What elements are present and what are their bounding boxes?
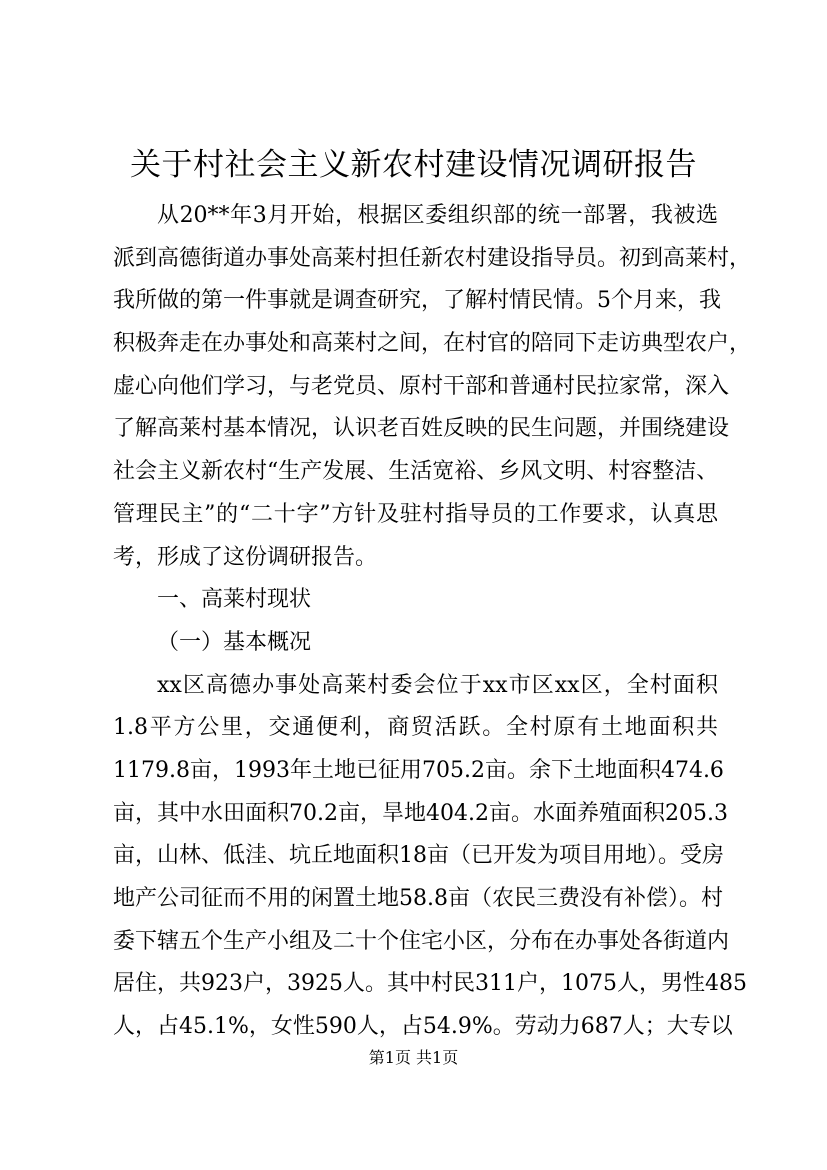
- body-line: 从20**年3月开始，根据区委组织部的统一部署，我被选: [157, 203, 718, 228]
- body-line: 委下辖五个生产小组及二十个住宅小区，分布在办事处各街道内: [113, 928, 730, 954]
- body-line: 虚心向他们学习，与老党员、原村干部和普通村民拉家常，深入: [113, 373, 730, 399]
- document-body: [113, 195, 752, 1049]
- body-line: 管理民主”的“二十字”方针及驻村指导员的工作要求，认真思: [113, 501, 718, 527]
- body-line: （一）基本概况: [157, 629, 312, 655]
- body-line: 一、高莱村现状: [157, 587, 312, 613]
- body-line: 考，形成了这份调研报告。: [113, 544, 378, 570]
- body-line: 派到高德街道办事处高莱村担任新农村建设指导员。初到高莱村，: [113, 245, 752, 271]
- body-line: 1.8平方公里，交通便利，商贸活跃。全村原有土地面积共: [113, 715, 718, 741]
- body-line: 居住，共923户，3925人。其中村民311户，1075人，男性485: [113, 971, 747, 997]
- body-line: 人，占45.1%，女性590人，占54.9%。劳动力687人；大专以: [113, 1014, 733, 1040]
- body-line: 亩，其中水田面积70.2亩，旱地404.2亩。水面养殖面积205.3: [113, 800, 728, 826]
- document-title: 关于村社会主义新农村建设情况调研报告: [130, 147, 697, 183]
- body-line: 社会主义新农村“生产发展、生活宽裕、乡风文明、村容整洁、: [113, 459, 719, 485]
- body-line: 积极奔走在办事处和高莱村之间，在村官的陪同下走访典型农户，: [113, 331, 752, 357]
- body-line: 地产公司征而不用的闲置土地58.8亩（农民三费没有补偿）。村: [113, 886, 723, 911]
- body-line: 1179.8亩，1993年土地已征用705.2亩。余下土地面积474.6: [113, 757, 724, 783]
- page-footer: 第1页 共1页: [368, 1048, 459, 1067]
- body-line: 我所做的第一件事就是调查研究，了解村情民情。5个月来，我: [113, 288, 721, 314]
- body-line: 了解高莱村基本情况，认识老百姓反映的民生问题，并围绕建设: [113, 416, 730, 442]
- body-line: xx区高德办事处高莱村委会位于xx市区xx区，全村面积: [157, 672, 718, 698]
- body-line: 亩，山林、低洼、坑丘地面积18亩（已开发为项目用地）。受房: [113, 843, 724, 869]
